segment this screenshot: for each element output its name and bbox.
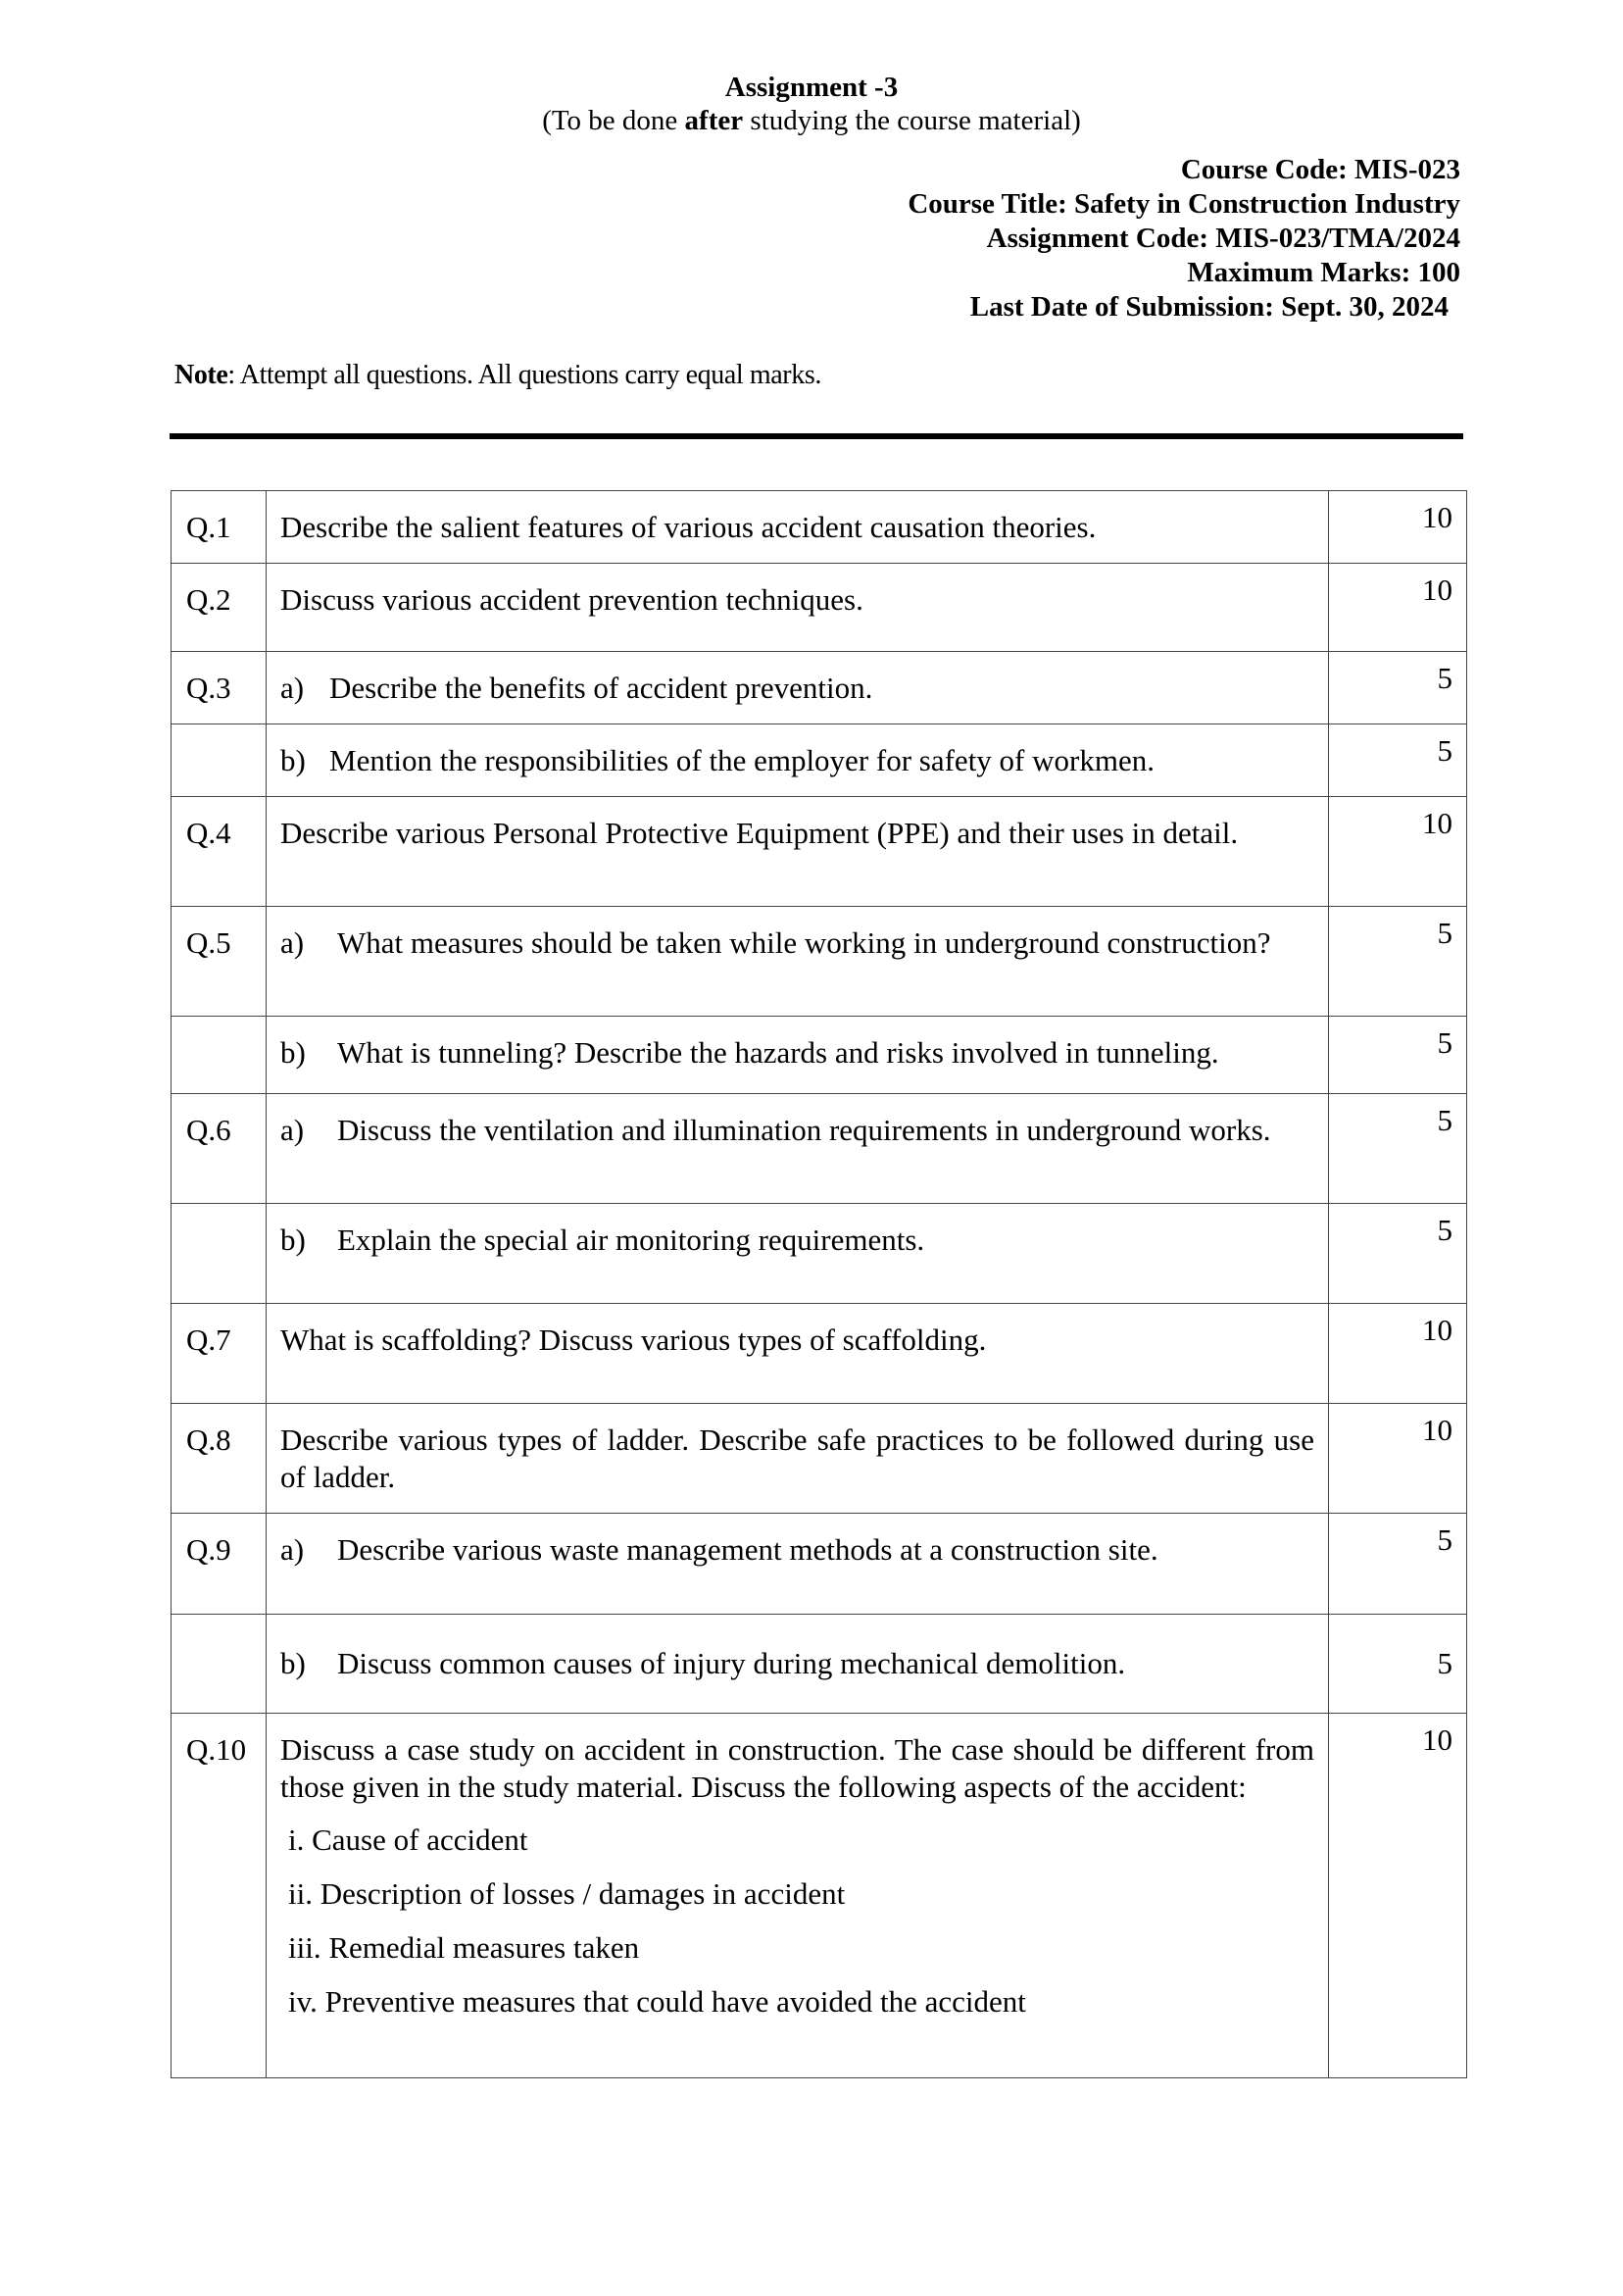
sub-question-label: b) — [280, 1223, 306, 1257]
aspect-item: iv. Preventive measures that could have avoided the accident — [288, 1984, 1026, 2019]
table-row — [172, 1204, 1467, 1304]
question-marks: 5 — [1329, 652, 1467, 724]
table-row — [172, 491, 1467, 564]
assignment-code: Assignment Code: MIS-023/TMA/2024 — [986, 223, 1460, 254]
sub-question-text: What is tunneling? Describe the hazards and risks involved in tunneling. — [337, 1035, 1219, 1070]
sub-question-text: Describe the benefits of accident prevention. — [329, 671, 873, 705]
course-code: Course Code: MIS-023 — [1180, 154, 1460, 185]
table-row — [172, 1404, 1467, 1514]
question-marks: 5 — [1329, 1514, 1467, 1615]
sub-question-label: b) — [280, 1646, 306, 1680]
question-marks: 5 — [1329, 724, 1467, 797]
sub-question-label: a) — [280, 671, 305, 705]
question-text — [267, 907, 1329, 1017]
subtitle-text-post: studying the course material) — [743, 105, 1081, 136]
sub-question-label: a) — [280, 1532, 305, 1567]
question-number: Q.4 — [172, 797, 267, 907]
question-number: Q.1 — [172, 491, 267, 564]
sub-question-label: a) — [280, 925, 305, 960]
question-marks: 5 — [1329, 1204, 1467, 1304]
question-text: Discuss various accident prevention techniques. — [267, 564, 1329, 652]
table-row — [172, 1714, 1467, 2078]
sub-question-text: Describe various waste management methods at a construction site. — [337, 1532, 1158, 1567]
table-row — [172, 1304, 1467, 1404]
aspect-item: iii. Remedial measures taken — [288, 1930, 640, 1965]
table-row — [172, 1615, 1467, 1714]
question-text — [267, 652, 1329, 724]
question-text — [267, 724, 1329, 797]
aspect-item: i. Cause of accident — [288, 1822, 528, 1857]
question-text: What is scaffolding? Discuss various types of scaffolding. — [267, 1304, 1329, 1404]
question-number: Q.2 — [172, 564, 267, 652]
sub-question-label: a) — [280, 1113, 305, 1147]
note-text: : Attempt all questions. All questions carry equal marks. — [227, 360, 821, 390]
question-number — [172, 1615, 267, 1714]
header-divider — [170, 433, 1463, 439]
question-text: Describe various Personal Protective Equipment (PPE) and their uses in detail. — [267, 797, 1329, 907]
question-marks: 5 — [1329, 1094, 1467, 1204]
question-number: Q.9 — [172, 1514, 267, 1615]
sub-question-text: Discuss the ventilation and illumination requirements in underground works. — [337, 1113, 1271, 1147]
question-number: Q.10 — [172, 1714, 267, 2078]
sub-question-label: b) — [280, 743, 306, 777]
note-label: Note — [174, 360, 228, 390]
question-marks: 5 — [1329, 1017, 1467, 1094]
question-number: Q.7 — [172, 1304, 267, 1404]
sub-question-text: Discuss common causes of injury during mechanical demolition. — [337, 1646, 1126, 1680]
table-row — [172, 1017, 1467, 1094]
question-text: Describe the salient features of various accident causation theories. — [267, 491, 1329, 564]
subtitle-text-bold: after — [684, 105, 744, 136]
sub-question-text: Mention the responsibilities of the employer for safety of workmen. — [329, 743, 1155, 777]
table-row — [172, 907, 1467, 1017]
course-meta — [908, 153, 1460, 324]
table-row — [172, 652, 1467, 724]
question-text — [267, 1714, 1329, 2078]
question-number — [172, 1204, 267, 1304]
question-marks: 10 — [1329, 1714, 1467, 2078]
question-number: Q.5 — [172, 907, 267, 1017]
aspect-item: ii. Description of losses / damages in accident — [288, 1876, 846, 1911]
note — [174, 359, 821, 392]
subtitle-text-pre: (To be done — [542, 105, 685, 136]
question-text — [267, 1017, 1329, 1094]
sub-question-text: What measures should be taken while working in underground construction? — [337, 925, 1271, 960]
table-row — [172, 1514, 1467, 1615]
question-marks: 10 — [1329, 564, 1467, 652]
case-study-aspects — [280, 1822, 1314, 2021]
table-row — [172, 564, 1467, 652]
question-marks: 5 — [1329, 1615, 1467, 1714]
question-number — [172, 1017, 267, 1094]
table-row — [172, 724, 1467, 797]
question-text — [267, 1514, 1329, 1615]
question-number — [172, 724, 267, 797]
question-marks: 10 — [1329, 1404, 1467, 1514]
question-text: Describe various types of ladder. Describe safe practices to be followed during use of ladder. — [267, 1404, 1329, 1514]
question-text — [267, 1094, 1329, 1204]
question-marks: 5 — [1329, 907, 1467, 1017]
last-date-of-submission: Last Date of Submission: Sept. 30, 2024 — [969, 291, 1449, 323]
question-number: Q.8 — [172, 1404, 267, 1514]
question-text — [267, 1615, 1329, 1714]
sub-question-label: b) — [280, 1035, 306, 1070]
questions-table — [171, 490, 1467, 2078]
question-marks: 10 — [1329, 1304, 1467, 1404]
question-marks: 10 — [1329, 491, 1467, 564]
question-text — [267, 1204, 1329, 1304]
assignment-title: Assignment -3 — [724, 72, 899, 103]
assignment-subtitle — [0, 104, 1623, 137]
maximum-marks: Maximum Marks: 100 — [1187, 257, 1460, 288]
question-marks: 10 — [1329, 797, 1467, 907]
sub-question-text: Explain the special air monitoring requirements. — [337, 1223, 925, 1257]
table-row — [172, 1094, 1467, 1204]
table-row — [172, 797, 1467, 907]
question-number: Q.6 — [172, 1094, 267, 1204]
case-study-instructions: Discuss a case study on accident in construction. The case should be different from those given in the study material. Discuss the following aspects of the accident: — [280, 1732, 1314, 1804]
question-number: Q.3 — [172, 652, 267, 724]
course-title: Course Title: Safety in Construction Industry — [908, 188, 1460, 220]
